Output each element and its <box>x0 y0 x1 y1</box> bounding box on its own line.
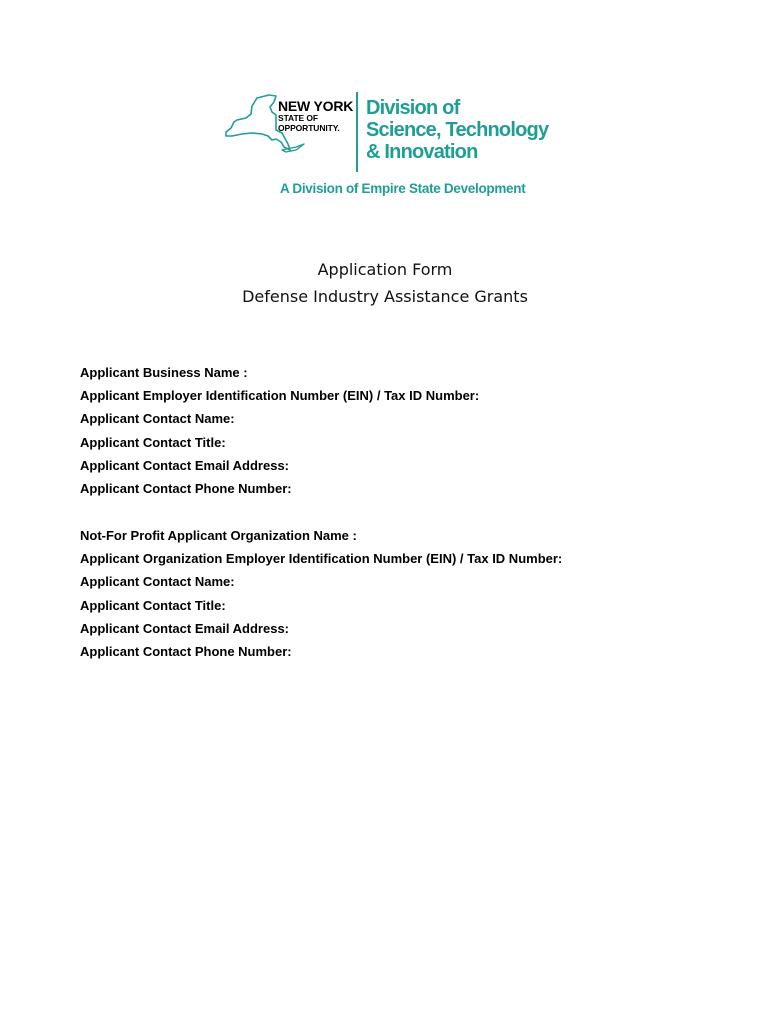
logo-tagline: A Division of Empire State Development <box>280 181 526 196</box>
page-subtitle: Defense Industry Assistance Grants <box>242 287 528 306</box>
field-label-contact-email: Applicant Contact Email Address: <box>80 457 289 473</box>
division-line-2: Science, Technology <box>366 119 549 141</box>
field-label-org-contact-title: Applicant Contact Title: <box>80 597 226 613</box>
business-applicant-section <box>80 361 479 500</box>
division-line-3: & Innovation <box>366 141 478 163</box>
field-label-contact-phone: Applicant Contact Phone Number: <box>80 480 292 496</box>
nonprofit-applicant-section <box>80 524 562 663</box>
field-label-business-name: Applicant Business Name : <box>80 365 248 380</box>
ny-state-wordmark <box>278 99 353 132</box>
field-label-org-contact-name: Applicant Contact Name: <box>80 574 235 590</box>
field-label-org-ein: Applicant Organization Employer Identification Number (EIN) / Tax ID Number: <box>80 551 563 567</box>
logo-divider <box>356 92 358 172</box>
field-label-contact-name: Applicant Contact Name: <box>80 411 235 427</box>
page-title: Application Form <box>317 260 453 279</box>
field-label-contact-title: Applicant Contact Title: <box>80 434 226 450</box>
ny-line-2: STATE OF <box>278 113 318 123</box>
nys-dsti-logo <box>224 92 554 202</box>
field-label-org-name: Not-For Profit Applicant Organization Name : <box>80 528 357 543</box>
division-line-1: Division of <box>366 97 460 119</box>
ny-line-1: NEW YORK <box>278 98 354 114</box>
field-label-ein: Applicant Employer Identification Number (EIN) / Tax ID Number: <box>80 388 480 404</box>
field-label-org-contact-email: Applicant Contact Email Address: <box>80 620 289 636</box>
field-label-org-contact-phone: Applicant Contact Phone Number: <box>80 643 292 659</box>
ny-line-3: OPPORTUNITY. <box>278 122 340 133</box>
division-wordmark <box>366 97 548 163</box>
